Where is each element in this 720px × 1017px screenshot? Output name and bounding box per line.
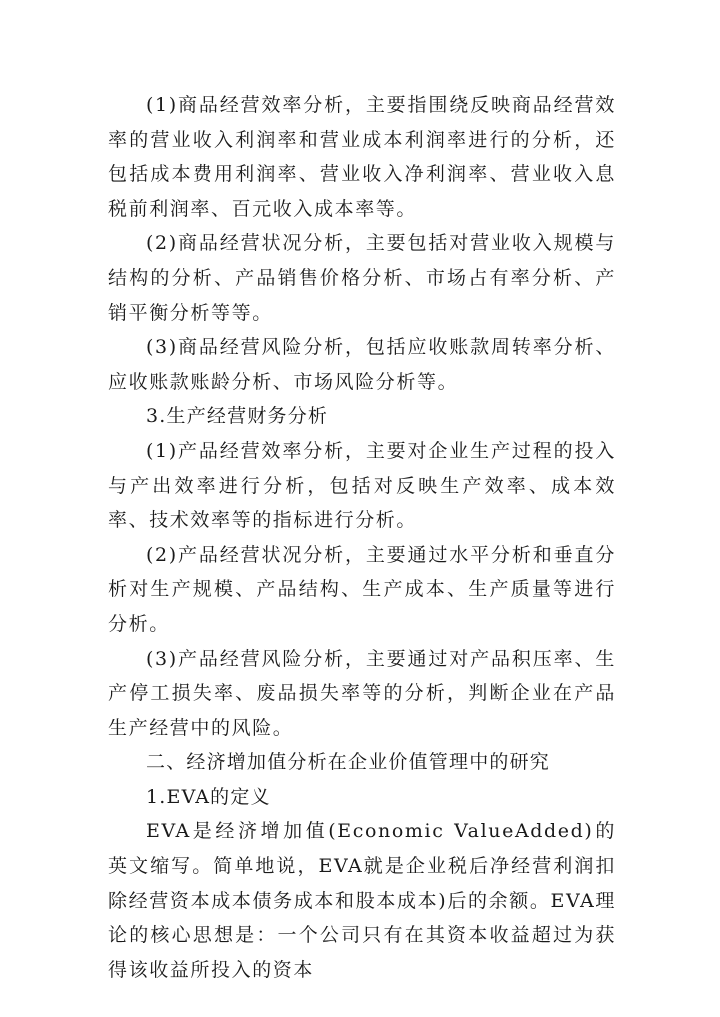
document-body (108, 88, 616, 987)
paragraph-product-status: (2)产品经营状况分析，主要通过水平分析和垂直分析对生产规模、产品结构、生产成本、生产质量等进行分析。 (108, 543, 616, 635)
paragraph-product-efficiency: (1)产品经营效率分析，主要对企业生产过程的投入与产出效率进行分析，包括对反映生产效率、成本效率、技术效率等的指标进行分析。 (108, 439, 616, 532)
paragraph-commodity-risk: (3)商品经营风险分析，包括应收账款周转率分析、应收账款账龄分析、市场风险分析等。 (108, 336, 616, 393)
section-heading-eva-research: 二、经济增加值分析在企业价值管理中的研究 (146, 751, 551, 774)
paragraph-commodity-efficiency: (1)商品经营效率分析，主要指围绕反映商品经营效率的营业收入利润率和营业成本利润率进行的分析，还包括成本费用利润率、营业收入净利润率、营业收入息税前利润率、百元收入成本率等。 (108, 94, 616, 220)
paragraph-eva-definition: EVA是经济增加值(Economic ValueAdded)的英文缩写。简单地说，EVA就是企业税后净经营利润扣除经营资本成本债务成本和股本成本)后的余额。EVA理论的核心思想是：一个公司只有在其资本收益超过为获得该收益所投入的资本 (108, 820, 616, 981)
section-heading-production-finance: 3.生产经营财务分析 (146, 405, 329, 428)
paragraph-product-risk: (3)产品经营风险分析，主要通过对产品积压率、生产停工损失率、废品损失率等的分析，判断企业在产品生产经营中的风险。 (108, 647, 616, 739)
subsection-heading-eva-definition: 1.EVA的定义 (146, 785, 271, 808)
paragraph-commodity-status: (2)商品经营状况分析，主要包括对营业收入规模与结构的分析、产品销售价格分析、市场占有率分析、产销平衡分析等等。 (108, 232, 616, 324)
